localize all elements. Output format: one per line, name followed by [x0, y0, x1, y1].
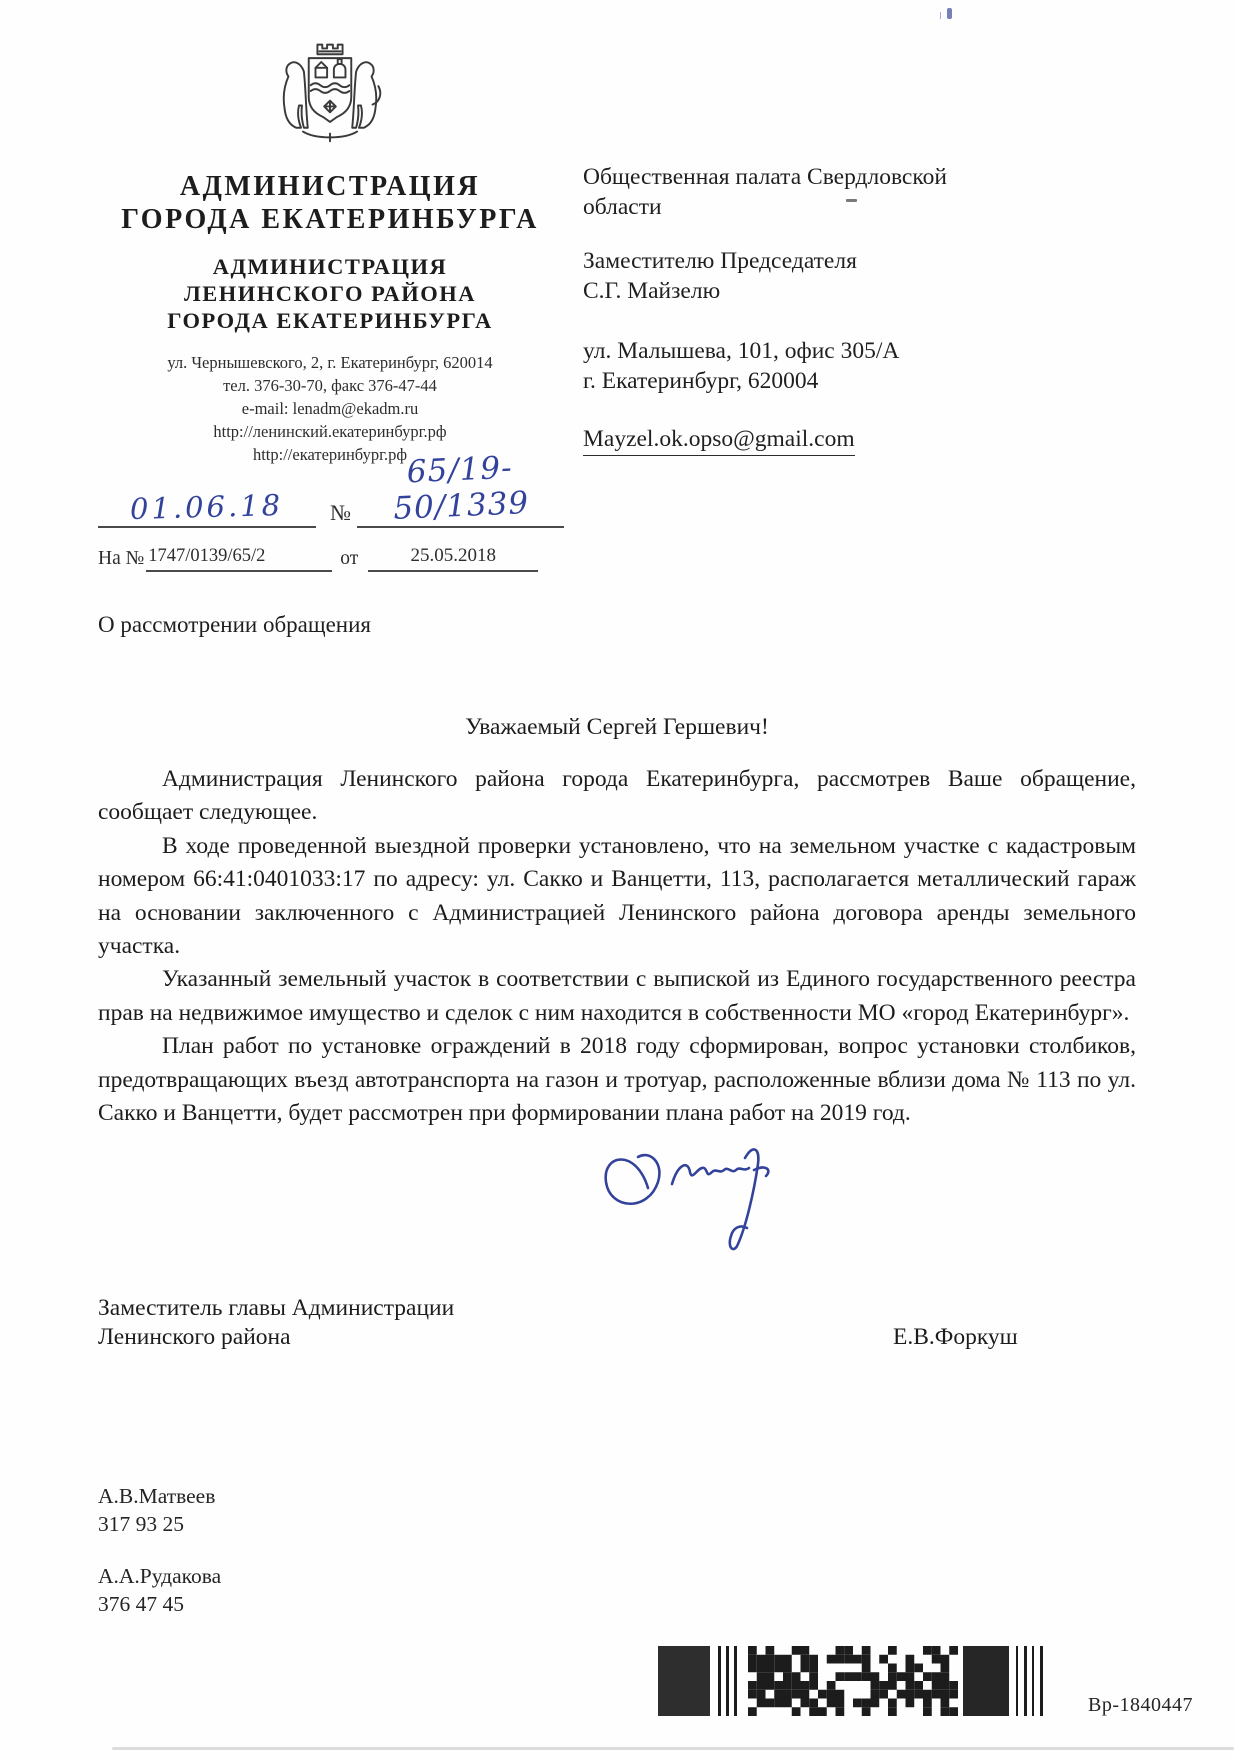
body-paragraph-3: Указанный земельный участок в соответствии с выпиской из Единого государственного реестра прав на недвижимое имущество и сделок с ним находится в собственности МО «город Екатеринбург».: [98, 966, 1136, 1026]
dash-artifact: [846, 199, 857, 202]
outgoing-number-handwritten: 65/19-50/1339: [392, 449, 530, 527]
executor-1-phone: 317 93 25: [98, 1512, 184, 1536]
outgoing-date-line: [98, 490, 316, 528]
letterhead: [98, 30, 562, 480]
subject-line: О рассмотрении обращения: [98, 612, 371, 637]
body-paragraph-1: Администрация Ленинского района города Екатеринбурга, рассмотрев Ваше обращение, сообщает следующее.: [98, 766, 1136, 826]
dept-title-line2: ЛЕНИНСКОГО РАЙОНА: [183, 281, 477, 306]
letter-body: [98, 763, 1136, 1130]
dept-title-line1: АДМИНИСТРАЦИЯ: [212, 254, 448, 279]
number-sign: №: [330, 500, 351, 525]
department-title: [98, 253, 562, 334]
recipient-organization: Общественная палата Свердловской области: [583, 164, 947, 220]
recipient-position: Заместителю Председателя: [583, 248, 857, 274]
outgoing-date-handwritten: 01.06.18: [129, 488, 284, 526]
executor-2-name: А.А.Рудакова: [98, 1564, 222, 1588]
ink-speck-artifact: [947, 8, 952, 19]
recipient-position-name: [583, 246, 1043, 306]
letterhead-contacts: [98, 351, 562, 466]
recipient-address: [583, 336, 1043, 396]
letterhead-phone-fax: тел. 376-30-70, факс 376-47-44: [223, 376, 437, 395]
barcode-label: Вр-1840447: [1088, 1694, 1193, 1716]
letterhead-website-district: http://ленинский.екатеринбург.рф: [213, 422, 447, 441]
org-title-line2: ГОРОДА ЕКАТЕРИНБУРГА: [121, 204, 539, 235]
recipient-name: С.Г. Майзелю: [583, 278, 721, 304]
signer-position: [98, 1294, 454, 1352]
incoming-reference-row: [98, 545, 564, 572]
letterhead-address: ул. Чернышевского, 2, г. Екатеринбург, 620014: [167, 353, 493, 372]
executor-1: [98, 1482, 215, 1538]
letterhead-email: e-mail: lenadm@ekadm.ru: [241, 399, 419, 418]
signer-position-line1: Заместитель главы Администрации: [98, 1295, 455, 1321]
barcode: [658, 1646, 1078, 1716]
handwritten-signature: [592, 1126, 832, 1281]
dept-title-line3: ГОРОДА ЕКАТЕРИНБУРГА: [167, 308, 493, 333]
incoming-date: 25.05.2018: [368, 545, 538, 572]
executor-2-phone: 376 47 45: [98, 1592, 184, 1616]
coat-of-arms-icon: [272, 36, 388, 146]
signer-name: Е.В.Форкуш: [893, 1324, 1018, 1350]
executor-1-name: А.В.Матвеев: [98, 1484, 216, 1508]
from-label: от: [340, 548, 359, 569]
recipient-address-line2: г. Екатеринбург, 620004: [583, 368, 819, 394]
incoming-label: На №: [98, 548, 145, 569]
incoming-number: 1747/0139/65/2: [146, 546, 332, 572]
scan-edge-artifact: [112, 1747, 1234, 1750]
executor-2: [98, 1562, 221, 1618]
organization-title: [98, 170, 562, 236]
recipient-email: Mayzel.ok.opso@gmail.com: [583, 424, 855, 456]
salutation: Уважаемый Сергей Гершевич!: [465, 714, 769, 740]
signer-position-line2: Ленинского района: [98, 1324, 291, 1350]
letterhead-website-city: http://екатеринбург.рф: [252, 445, 408, 464]
org-title-line1: АДМИНИСТРАЦИЯ: [179, 171, 481, 202]
recipient-address-line1: ул. Малышева, 101, офис 305/А: [583, 338, 900, 364]
outgoing-number-line: [357, 449, 564, 528]
body-paragraph-2: В ходе проведенной выездной проверки установлено, что на земельном участке с кадастровым номером 66:41:0401033:17 по адресу: ул. Сакко и Ванцетти, 113, располагается металлический гараж на основании заключенного с Администрацией Ленинского района договора аренды земельного участка.: [98, 832, 1136, 960]
body-paragraph-4: План работ по установке ограждений в 2018 году сформирован, вопрос установки столбиков, предотвращающих въезд автотранспорта на газон и тротуар, расположенные вблизи дома № 113 по ул. Сакко и Ванцетти, будет рассмотрен при формировании плана работ на 2019 год.: [98, 1033, 1136, 1127]
